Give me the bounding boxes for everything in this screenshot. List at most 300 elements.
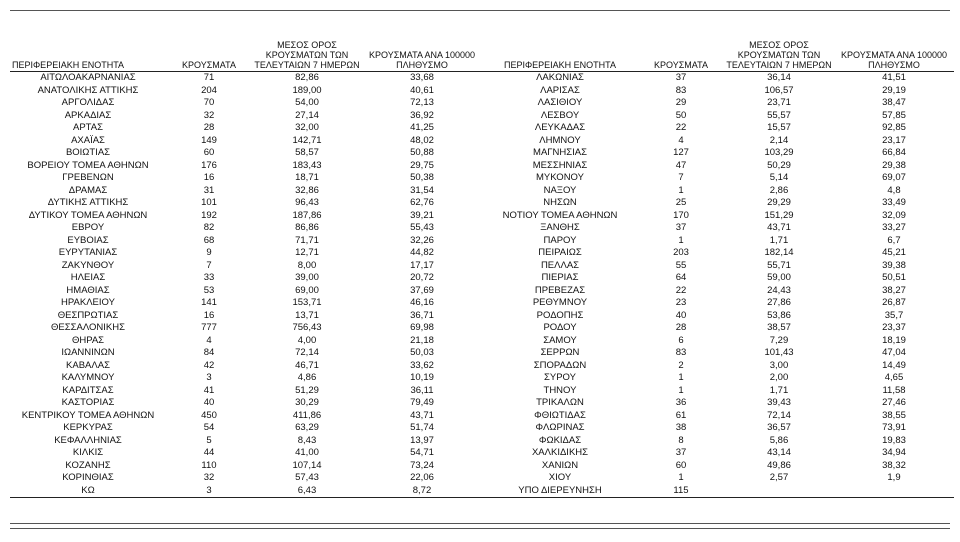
left-avg7-cell: 6,43 bbox=[252, 485, 362, 498]
left-region-cell: ΗΡΑΚΛΕΙΟΥ bbox=[61, 297, 115, 308]
left-rate-cell: 62,76 bbox=[410, 197, 434, 208]
left-cases-cell: 70 bbox=[203, 97, 215, 108]
right-cases-cell: 203 bbox=[673, 247, 689, 258]
left-cases-cell: 32 bbox=[203, 472, 215, 483]
left-avg7-cell: 8,00 bbox=[297, 259, 317, 271]
right-cases-cell: 8 bbox=[678, 434, 684, 446]
table-row bbox=[10, 385, 954, 398]
left-rate-cell: 44,82 bbox=[410, 247, 434, 258]
right-avg7-cell: 53,86 bbox=[767, 309, 791, 321]
top-rule bbox=[10, 10, 950, 11]
left-region-cell: ΘΕΣΠΡΩΤΙΑΣ bbox=[57, 309, 119, 321]
table-row bbox=[10, 135, 954, 148]
header-rate-line1: ΚΡΟΥΣΜΑΤΑ ΑΝΑ 100000 bbox=[369, 50, 475, 60]
table-row bbox=[10, 285, 954, 298]
right-region-cell: ΛΕΥΚΑΔΑΣ bbox=[534, 122, 586, 133]
table-row bbox=[10, 447, 954, 460]
header-avg7-line2: ΚΡΟΥΣΜΑΤΩΝ ΤΩΝ bbox=[737, 50, 821, 60]
table-body bbox=[10, 72, 954, 498]
left-cases-cell: 82 bbox=[203, 222, 215, 233]
table-row bbox=[10, 85, 954, 98]
table-row bbox=[10, 372, 954, 385]
right-region-cell: ΦΘΙΩΤΙΔΑΣ bbox=[534, 409, 586, 421]
right-rate-cell: 33,27 bbox=[882, 222, 906, 233]
header-rate bbox=[362, 30, 482, 72]
right-cases-cell: 2 bbox=[678, 359, 684, 371]
right-cases-cell: 61 bbox=[675, 409, 687, 421]
right-region-cell: ΠΑΡΟΥ bbox=[543, 234, 577, 246]
left-region-cell: ΑΧΑΪΑΣ bbox=[71, 134, 105, 146]
header-region: ΠΕΡΙΦΕΡΕΙΑΚΗ ΕΝΟΤΗΤΑ bbox=[482, 30, 638, 72]
left-rate-cell: 79,49 bbox=[410, 397, 434, 408]
left-avg7-cell: 82,86 bbox=[295, 72, 319, 83]
right-rate-cell: 26,87 bbox=[882, 297, 906, 308]
right-rate-cell: 57,85 bbox=[882, 109, 906, 121]
header-avg7 bbox=[724, 30, 834, 72]
left-region-cell: ΑΙΤΩΛΟΑΚΑΡΝΑΝΙΑΣ bbox=[40, 72, 136, 83]
left-cases-cell: 41 bbox=[203, 384, 215, 396]
table-row bbox=[10, 422, 954, 435]
left-rate-cell: 33,62 bbox=[410, 359, 434, 371]
left-avg7-cell: 41,00 bbox=[295, 447, 319, 458]
table-row bbox=[10, 185, 954, 198]
left-cases-cell: 28 bbox=[203, 122, 215, 133]
right-rate-cell: 35,7 bbox=[884, 309, 904, 321]
right-region-cell: ΤΗΝΟΥ bbox=[543, 384, 577, 396]
right-rate-cell: 23,37 bbox=[882, 322, 906, 333]
left-region-cell: ΕΥΒΟΙΑΣ bbox=[67, 234, 109, 246]
left-cases-cell: 44 bbox=[203, 447, 215, 458]
table-row bbox=[10, 147, 954, 160]
left-region-cell: ΚΟΡΙΝΘΙΑΣ bbox=[62, 472, 114, 483]
left-region-cell: ΓΡΕΒΕΝΩΝ bbox=[62, 172, 114, 183]
right-avg7-cell: 43,71 bbox=[767, 222, 791, 233]
left-cases-cell: 31 bbox=[203, 184, 215, 196]
right-rate-cell: 41,51 bbox=[882, 72, 906, 83]
left-cases-cell: 16 bbox=[203, 172, 215, 183]
left-cases-cell: 54 bbox=[203, 422, 215, 433]
left-avg7-cell: 18,71 bbox=[295, 172, 319, 183]
right-region-cell: ΠΕΙΡΑΙΩΣ bbox=[538, 247, 582, 258]
left-region-cell: ΒΟΡΕΙΟΥ ΤΟΜΕΑ ΑΘΗΝΩΝ bbox=[27, 159, 149, 171]
left-cases-cell: 149 bbox=[201, 134, 217, 146]
table-row bbox=[10, 322, 954, 335]
right-region-cell: ΜΑΓΝΗΣΙΑΣ bbox=[533, 147, 587, 158]
table-row bbox=[10, 210, 954, 223]
right-region-cell: ΠΙΕΡΙΑΣ bbox=[541, 272, 579, 283]
right-rate-cell: 18,19 bbox=[882, 334, 906, 346]
right-rate-cell: 66,84 bbox=[882, 147, 906, 158]
right-avg7-cell: 39,43 bbox=[767, 397, 791, 408]
right-avg7-cell: 1,71 bbox=[769, 234, 789, 246]
right-rate-cell: 38,55 bbox=[882, 409, 906, 421]
right-region-cell: ΝΟΤΙΟΥ ΤΟΜΕΑ ΑΘΗΝΩΝ bbox=[502, 209, 618, 221]
left-region-cell: ΘΗΡΑΣ bbox=[71, 334, 105, 346]
right-avg7-cell: 29,29 bbox=[767, 197, 791, 208]
right-cases-cell: 22 bbox=[675, 122, 687, 133]
header-avg7-line3: ΤΕΛΕΥΤΑΙΩΝ 7 ΗΜΕΡΩΝ bbox=[254, 60, 360, 70]
left-rate-cell: 10,19 bbox=[410, 372, 434, 383]
right-region-cell: ΝΗΣΩΝ bbox=[543, 197, 577, 208]
table-row bbox=[10, 297, 954, 310]
right-avg7-cell: 23,71 bbox=[767, 97, 791, 108]
left-cases-cell: 40 bbox=[203, 397, 215, 408]
bottom-rule-double bbox=[10, 528, 950, 529]
left-avg7-cell: 4,86 bbox=[297, 372, 317, 383]
right-cases-cell: 37 bbox=[675, 222, 687, 233]
right-cases-cell: 170 bbox=[673, 209, 689, 221]
right-rate-cell: 1,9 bbox=[887, 472, 901, 483]
right-rate-cell: 38,27 bbox=[882, 284, 906, 296]
left-avg7-cell: 69,00 bbox=[295, 284, 319, 296]
right-region-cell: ΛΑΚΩΝΙΑΣ bbox=[536, 72, 584, 83]
right-avg7-cell: 3,00 bbox=[769, 359, 789, 371]
right-avg7-cell: 2,86 bbox=[769, 184, 789, 196]
table-row bbox=[10, 172, 954, 185]
right-avg7-cell: 5,14 bbox=[769, 172, 789, 183]
left-avg7-cell: 32,00 bbox=[295, 122, 319, 133]
left-avg7-cell: 96,43 bbox=[295, 197, 319, 208]
right-rate-cell: 32,09 bbox=[882, 209, 906, 221]
right-avg7-cell: 43,14 bbox=[767, 447, 791, 458]
header-avg7-line2: ΚΡΟΥΣΜΑΤΩΝ ΤΩΝ bbox=[265, 50, 349, 60]
table-row bbox=[10, 435, 954, 448]
right-region-cell: ΝΑΞΟΥ bbox=[543, 184, 577, 196]
right-region-cell: ΤΡΙΚΑΛΩΝ bbox=[536, 397, 584, 408]
table-row bbox=[10, 397, 954, 410]
right-rate-cell: 38,32 bbox=[882, 459, 906, 471]
left-rate-cell: 17,17 bbox=[410, 259, 434, 271]
right-cases-cell: 23 bbox=[675, 297, 687, 308]
left-avg7-cell: 12,71 bbox=[295, 247, 319, 258]
table-row bbox=[10, 235, 954, 248]
left-cases-cell: 33 bbox=[203, 272, 215, 283]
right-avg7-cell: 182,14 bbox=[764, 247, 794, 258]
right-avg7-cell: 2,14 bbox=[769, 134, 789, 146]
left-cases-cell: 192 bbox=[201, 209, 217, 221]
header-cases: ΚΡΟΥΣΜΑΤΑ bbox=[638, 30, 724, 72]
left-cases-cell: 141 bbox=[201, 297, 217, 308]
left-rate-cell: 55,43 bbox=[410, 222, 434, 233]
header-avg7-line1: ΜΕΣΟΣ ΟΡΟΣ bbox=[277, 40, 337, 50]
header-avg7 bbox=[252, 30, 362, 72]
right-region-cell: ΞΑΝΘΗΣ bbox=[540, 222, 580, 233]
bottom-rule bbox=[10, 523, 950, 524]
left-avg7-cell: 411,86 bbox=[292, 409, 322, 421]
right-rate-cell: 45,21 bbox=[882, 247, 906, 258]
left-rate-cell: 13,97 bbox=[410, 434, 434, 446]
table-row bbox=[10, 160, 954, 173]
right-cases-cell: 25 bbox=[675, 197, 687, 208]
right-avg7-cell: 27,86 bbox=[767, 297, 791, 308]
right-region-cell: ΜΕΣΣΗΝΙΑΣ bbox=[532, 159, 588, 171]
right-avg7-cell: 101,43 bbox=[764, 347, 794, 358]
left-region-cell: ΙΩΑΝΝΙΝΩΝ bbox=[61, 347, 115, 358]
left-avg7-cell: 189,00 bbox=[292, 84, 322, 96]
left-cases-cell: 110 bbox=[201, 459, 217, 471]
right-cases-cell: 1 bbox=[678, 184, 684, 196]
left-rate-cell: 21,18 bbox=[410, 334, 434, 346]
right-rate-cell: 34,94 bbox=[882, 447, 906, 458]
left-avg7-cell: 39,00 bbox=[295, 272, 319, 283]
right-rate-cell: 4,8 bbox=[887, 184, 901, 196]
left-rate-cell: 46,16 bbox=[410, 297, 434, 308]
right-avg7-cell: 5,86 bbox=[769, 434, 789, 446]
left-cases-cell: 101 bbox=[201, 197, 217, 208]
right-region-cell: ΧΙΟΥ bbox=[548, 472, 572, 483]
header-rate-line1: ΚΡΟΥΣΜΑΤΑ ΑΝΑ 100000 bbox=[841, 50, 947, 60]
left-rate-cell: 32,26 bbox=[410, 234, 434, 246]
right-rate-cell: 50,51 bbox=[882, 272, 906, 283]
left-region-cell: ΚΙΛΚΙΣ bbox=[72, 447, 104, 458]
right-cases-cell: 83 bbox=[675, 84, 687, 96]
left-rate-cell: 54,71 bbox=[410, 447, 434, 458]
left-rate-cell: 69,98 bbox=[410, 322, 434, 333]
left-region-cell: ΔΥΤΙΚΗΣ ΑΤΤΙΚΗΣ bbox=[47, 197, 129, 208]
left-region-cell: ΑΝΑΤΟΛΙΚΗΣ ΑΤΤΙΚΗΣ bbox=[37, 84, 139, 96]
left-rate-cell: 51,74 bbox=[410, 422, 434, 433]
left-cases-cell: 84 bbox=[203, 347, 215, 358]
left-avg7-cell: 46,71 bbox=[295, 359, 319, 371]
left-region-cell: ΕΥΡΥΤΑΝΙΑΣ bbox=[58, 247, 118, 258]
left-region-cell: ΕΒΡΟΥ bbox=[71, 222, 105, 233]
left-rate-cell: 29,75 bbox=[410, 159, 434, 171]
right-avg7-cell: 55,71 bbox=[767, 259, 791, 271]
right-region-cell: ΧΑΛΚΙΔΙΚΗΣ bbox=[531, 447, 589, 458]
left-avg7-cell: 756,43 bbox=[292, 322, 322, 333]
right-region-cell: ΥΠΟ ΔΙΕΡΕΥΝΗΣΗ bbox=[482, 485, 638, 498]
header-region: ΠΕΡΙΦΕΡΕΙΑΚΗ ΕΝΟΤΗΤΑ bbox=[10, 30, 166, 72]
left-region-cell: ΚΕΡΚΥΡΑΣ bbox=[63, 422, 113, 433]
right-region-cell: ΣΕΡΡΩΝ bbox=[540, 347, 580, 358]
left-cases-cell: 777 bbox=[201, 322, 217, 333]
left-region-cell: ΚΩ bbox=[10, 485, 166, 498]
right-avg7-cell: 55,57 bbox=[767, 109, 791, 121]
left-avg7-cell: 57,43 bbox=[295, 472, 319, 483]
header-avg7-line3: ΤΕΛΕΥΤΑΙΩΝ 7 ΗΜΕΡΩΝ bbox=[726, 60, 832, 70]
table-row bbox=[10, 97, 954, 110]
header-avg7-line1: ΜΕΣΟΣ ΟΡΟΣ bbox=[749, 40, 809, 50]
right-region-cell: ΧΑΝΙΩΝ bbox=[541, 459, 579, 471]
right-region-cell: ΜΥΚΟΝΟΥ bbox=[536, 172, 584, 183]
table-row bbox=[10, 360, 954, 373]
table-row bbox=[10, 260, 954, 273]
left-avg7-cell: 153,71 bbox=[292, 297, 322, 308]
left-region-cell: ΚΕΝΤΡΙΚΟΥ ΤΟΜΕΑ ΑΘΗΝΩΝ bbox=[21, 409, 155, 421]
left-region-cell: ΑΡΤΑΣ bbox=[73, 122, 103, 133]
table-row bbox=[10, 247, 954, 260]
left-region-cell: ΗΜΑΘΙΑΣ bbox=[66, 284, 110, 296]
cases-table bbox=[10, 30, 954, 498]
right-region-cell: ΣΥΡΟΥ bbox=[544, 372, 576, 383]
right-avg7-cell: 49,86 bbox=[767, 459, 791, 471]
left-rate-cell: 22,06 bbox=[410, 472, 434, 483]
right-rate-cell: 29,38 bbox=[882, 159, 906, 171]
right-avg7-cell bbox=[724, 485, 834, 498]
left-cases-cell: 3 bbox=[166, 485, 252, 498]
right-rate-cell: 29,19 bbox=[882, 84, 906, 96]
right-region-cell: ΣΑΜΟΥ bbox=[543, 334, 577, 346]
left-region-cell: ΚΑΡΔΙΤΣΑΣ bbox=[62, 384, 114, 396]
left-avg7-cell: 107,14 bbox=[292, 459, 322, 471]
right-rate-cell: 6,7 bbox=[887, 234, 901, 246]
left-rate-cell: 72,13 bbox=[410, 97, 434, 108]
table-row bbox=[10, 197, 954, 210]
right-region-cell: ΠΕΛΛΑΣ bbox=[540, 259, 580, 271]
right-cases-cell: 29 bbox=[675, 97, 687, 108]
left-avg7-cell: 27,14 bbox=[295, 109, 319, 121]
right-rate-cell: 39,38 bbox=[882, 259, 906, 271]
table-header bbox=[10, 30, 954, 72]
right-cases-cell: 22 bbox=[675, 284, 687, 296]
left-region-cell: ΚΕΦΑΛΛΗΝΙΑΣ bbox=[54, 434, 122, 446]
left-cases-cell: 4 bbox=[206, 334, 212, 346]
left-region-cell: ΚΑΒΑΛΑΣ bbox=[66, 359, 110, 371]
left-cases-cell: 16 bbox=[203, 309, 215, 321]
table-row bbox=[10, 347, 954, 360]
right-cases-cell: 60 bbox=[675, 459, 687, 471]
left-rate-cell: 36,11 bbox=[410, 384, 434, 396]
left-avg7-cell: 51,29 bbox=[295, 384, 319, 396]
header-rate bbox=[834, 30, 954, 72]
right-cases-cell: 38 bbox=[675, 422, 687, 433]
right-avg7-cell: 15,57 bbox=[767, 122, 791, 133]
left-cases-cell: 32 bbox=[203, 109, 215, 121]
right-rate-cell: 47,04 bbox=[882, 347, 906, 358]
left-rate-cell: 31,54 bbox=[410, 184, 434, 196]
right-cases-cell: 55 bbox=[675, 259, 687, 271]
right-cases-cell: 37 bbox=[675, 447, 687, 458]
left-region-cell: ΖΑΚΥΝΘΟΥ bbox=[61, 259, 115, 271]
right-region-cell: ΡΟΔΟΥ bbox=[543, 322, 577, 333]
right-region-cell: ΡΕΘΥΜΝΟΥ bbox=[532, 297, 588, 308]
left-cases-cell: 71 bbox=[203, 72, 215, 83]
right-cases-cell: 1 bbox=[678, 372, 684, 383]
right-avg7-cell: 2,57 bbox=[769, 472, 789, 483]
right-avg7-cell: 38,57 bbox=[767, 322, 791, 333]
left-rate-cell: 41,25 bbox=[410, 122, 434, 133]
left-avg7-cell: 30,29 bbox=[295, 397, 319, 408]
left-cases-cell: 450 bbox=[201, 409, 217, 421]
right-avg7-cell: 151,29 bbox=[764, 209, 794, 221]
right-rate-cell: 19,83 bbox=[882, 434, 906, 446]
right-rate-cell: 4,65 bbox=[884, 372, 904, 383]
left-avg7-cell: 32,86 bbox=[295, 184, 319, 196]
right-avg7-cell: 7,29 bbox=[769, 334, 789, 346]
right-cases-cell: 64 bbox=[675, 272, 687, 283]
right-avg7-cell: 1,71 bbox=[769, 384, 789, 396]
right-region-cell: ΡΟΔΟΠΗΣ bbox=[536, 309, 584, 321]
right-avg7-cell: 24,43 bbox=[767, 284, 791, 296]
left-avg7-cell: 86,86 bbox=[295, 222, 319, 233]
left-avg7-cell: 4,00 bbox=[297, 334, 317, 346]
table-row bbox=[10, 460, 954, 473]
left-cases-cell: 7 bbox=[206, 259, 212, 271]
left-cases-cell: 5 bbox=[206, 434, 212, 446]
right-avg7-cell: 36,57 bbox=[767, 422, 791, 433]
table-row bbox=[10, 122, 954, 135]
left-cases-cell: 204 bbox=[201, 84, 217, 96]
right-rate-cell: 11,58 bbox=[882, 384, 906, 396]
left-avg7-cell: 63,29 bbox=[295, 422, 319, 433]
table-row bbox=[10, 472, 954, 485]
left-region-cell: ΔΡΑΜΑΣ bbox=[68, 184, 108, 196]
left-avg7-cell: 8,43 bbox=[297, 434, 317, 446]
left-region-cell: ΚΟΖΑΝΗΣ bbox=[65, 459, 111, 471]
right-cases-cell: 127 bbox=[673, 147, 689, 158]
right-cases-cell: 6 bbox=[678, 334, 684, 346]
left-cases-cell: 42 bbox=[203, 359, 215, 371]
right-cases-cell: 4 bbox=[678, 134, 684, 146]
right-cases-cell: 83 bbox=[675, 347, 687, 358]
header-rate-line2: ΠΛΗΘΥΣΜΟ bbox=[868, 60, 920, 70]
left-rate-cell: 36,92 bbox=[410, 109, 434, 121]
right-region-cell: ΛΑΡΙΣΑΣ bbox=[540, 84, 580, 96]
header-rate-line2: ΠΛΗΘΥΣΜΟ bbox=[396, 60, 448, 70]
right-avg7-cell: 50,29 bbox=[767, 159, 791, 171]
right-cases-cell: 47 bbox=[675, 159, 687, 171]
right-avg7-cell: 72,14 bbox=[767, 409, 791, 421]
right-cases-cell: 50 bbox=[675, 109, 687, 121]
right-cases-cell: 1 bbox=[678, 234, 684, 246]
right-rate-cell: 73,91 bbox=[882, 422, 906, 433]
table-row bbox=[10, 310, 954, 323]
left-rate-cell: 33,68 bbox=[410, 72, 434, 83]
left-region-cell: ΘΕΣΣΑΛΟΝΙΚΗΣ bbox=[51, 322, 125, 333]
right-avg7-cell: 36,14 bbox=[767, 72, 791, 83]
right-cases-cell: 37 bbox=[675, 72, 687, 83]
left-cases-cell: 176 bbox=[201, 159, 217, 171]
left-rate-cell: 39,21 bbox=[410, 209, 434, 221]
left-rate-cell: 20,72 bbox=[410, 272, 434, 283]
right-region-cell: ΠΡΕΒΕΖΑΣ bbox=[534, 284, 586, 296]
right-rate-cell: 38,47 bbox=[882, 97, 906, 108]
left-avg7-cell: 54,00 bbox=[295, 97, 319, 108]
left-avg7-cell: 142,71 bbox=[292, 134, 322, 146]
right-region-cell: ΣΠΟΡΑΔΩΝ bbox=[533, 359, 587, 371]
left-region-cell: ΔΥΤΙΚΟΥ ΤΟΜΕΑ ΑΘΗΝΩΝ bbox=[28, 209, 148, 221]
left-rate-cell: 8,72 bbox=[362, 485, 482, 498]
left-rate-cell: 50,88 bbox=[410, 147, 434, 158]
table-row bbox=[10, 485, 954, 498]
right-cases-cell: 115 bbox=[638, 485, 724, 498]
left-avg7-cell: 187,86 bbox=[292, 209, 322, 221]
right-region-cell: ΛΕΣΒΟΥ bbox=[540, 109, 580, 121]
left-region-cell: ΒΟΙΩΤΙΑΣ bbox=[65, 147, 111, 158]
right-avg7-cell: 106,57 bbox=[764, 84, 794, 96]
left-rate-cell: 40,61 bbox=[410, 84, 434, 96]
right-cases-cell: 7 bbox=[678, 172, 684, 183]
right-region-cell: ΛΗΜΝΟΥ bbox=[539, 134, 581, 146]
left-avg7-cell: 72,14 bbox=[295, 347, 319, 358]
right-rate-cell: 23,17 bbox=[882, 134, 906, 146]
right-region-cell: ΦΩΚΙΔΑΣ bbox=[538, 434, 582, 446]
left-cases-cell: 53 bbox=[203, 284, 215, 296]
left-avg7-cell: 58,57 bbox=[295, 147, 319, 158]
left-rate-cell: 36,71 bbox=[410, 309, 434, 321]
left-region-cell: ΗΛΕΙΑΣ bbox=[70, 272, 106, 283]
right-cases-cell: 28 bbox=[675, 322, 687, 333]
right-region-cell: ΦΛΩΡΙΝΑΣ bbox=[535, 422, 585, 433]
table-row bbox=[10, 410, 954, 423]
table-row bbox=[10, 335, 954, 348]
left-cases-cell: 68 bbox=[203, 234, 215, 246]
left-rate-cell: 37,69 bbox=[410, 284, 434, 296]
right-cases-cell: 1 bbox=[678, 384, 684, 396]
left-rate-cell: 43,71 bbox=[410, 409, 434, 421]
right-avg7-cell: 59,00 bbox=[767, 272, 791, 283]
right-cases-cell: 40 bbox=[675, 309, 687, 321]
